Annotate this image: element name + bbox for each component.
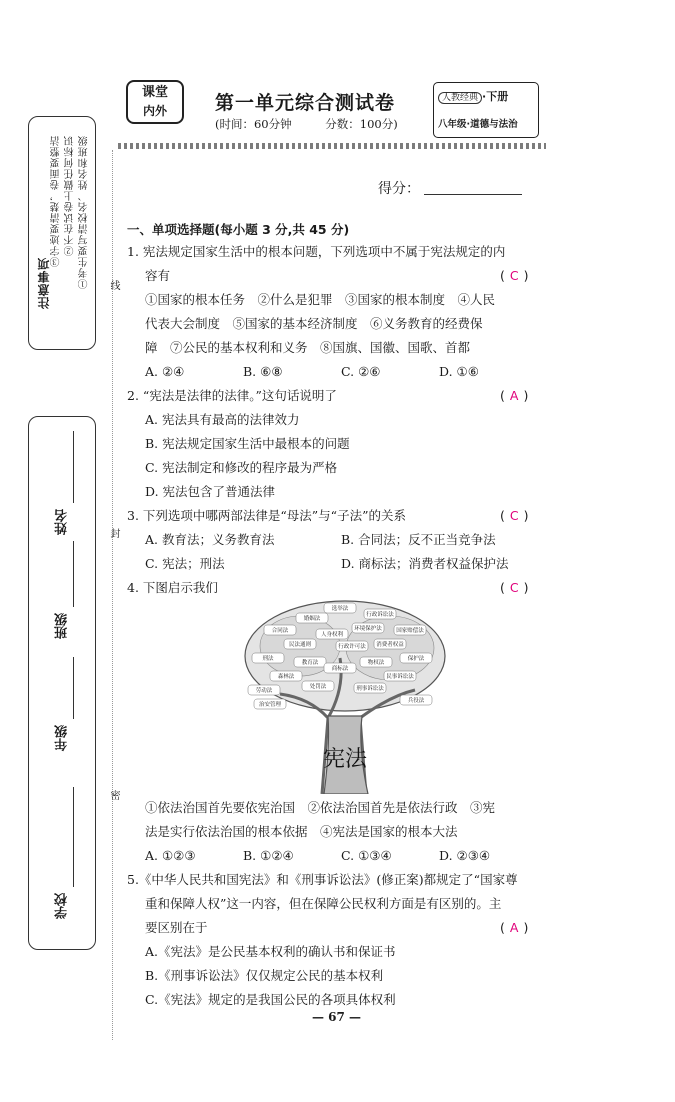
q4-stem: 4. 下图启示我们	[127, 580, 218, 595]
q5-stem-line2: 重和保障人权”这一内容，但在保障公民权利方面是有区别的。主	[145, 896, 502, 911]
score-blank[interactable]	[424, 194, 522, 195]
q5-answer: ( A )	[500, 920, 529, 935]
tree-leaf-label: 合同法	[271, 628, 289, 634]
constitution-tree-illustration	[240, 598, 450, 794]
q1-items-line3: 障 ⑦公民的基本权利和义务 ⑧国旗、国徽、国歌、首都	[145, 340, 471, 355]
tree-leaf-label: 消费者权益	[376, 642, 404, 648]
q4-option-a: A. ①②③	[145, 848, 196, 863]
student-info-panel	[28, 416, 96, 950]
q3-stem: 3. 下列选项中哪两部法律是“母法”与“子法”的关系	[127, 508, 406, 523]
q4-items-line2: 法是实行依法治国的根本依据 ④宪法是国家的根本大法	[145, 824, 458, 839]
name-label: 姓名	[55, 509, 70, 535]
tree-leaf-label: 刑事诉讼法	[356, 686, 384, 692]
q1-option-a: A. ②④	[145, 364, 185, 379]
tree-leaf-label: 物权法	[367, 660, 385, 666]
q1-option-c: C. ②⑥	[341, 364, 381, 379]
total-score: 分数：100分)	[325, 117, 398, 131]
q4-option-d: D. ②③④	[439, 848, 491, 863]
note-item-2: ②不在试卷上做任何标识	[65, 135, 76, 256]
q3-answer-value: C	[509, 508, 519, 523]
q1-items-line2: 代表大会制度 ⑤国家的基本经济制度 ⑥义务教育的经费保	[145, 316, 483, 331]
cut-mark-seal: 封	[108, 528, 119, 538]
q3-option-d: D. 商标法；消费者权益保护法	[341, 556, 509, 571]
q2-answer: ( A )	[500, 388, 529, 403]
q2-answer-value: A	[509, 388, 519, 403]
q1-option-d: D. ①⑥	[439, 364, 479, 379]
tree-leaf-label: 森林法	[277, 674, 295, 680]
name-blank[interactable]	[73, 431, 74, 503]
header-divider	[118, 143, 546, 149]
q3-option-a: A. 教育法；义务教育法	[145, 532, 275, 547]
tree-leaf-label: 兵役法	[407, 698, 425, 704]
q5-option-b: B.《刑事诉讼法》仅仅规定公民的基本权利	[145, 968, 384, 983]
q4-option-b: B. ①②④	[243, 848, 294, 863]
q5-stem-line1: 5.《中华人民共和国宪法》和《刑事诉讼法》(修正案)都规定了“国家尊	[127, 872, 518, 887]
score-field	[378, 178, 522, 198]
note-item-1: ①考生要写清校名、姓名和班级	[79, 135, 90, 289]
note-item-3: ③字迹要清楚，卷面要整洁	[51, 135, 62, 267]
q5-option-a: A.《宪法》是公民基本权利的确认书和保证书	[145, 944, 396, 959]
tree-leaf-label: 人身权利	[320, 632, 344, 638]
cut-mark-line: 线	[108, 280, 119, 290]
tree-leaf-label: 商标法	[331, 666, 349, 672]
q3-option-b: B. 合同法；反不正当竞争法	[341, 532, 496, 547]
tree-leaf-label: 保护法	[407, 656, 425, 662]
notes-label: 注意事项	[37, 257, 51, 309]
grade-label: 年级	[55, 725, 70, 751]
tree-leaf-label: 处罚法	[309, 684, 327, 690]
score-label: 得分：	[378, 181, 420, 197]
q2-option-c: C. 宪法制定和修改的程序最为严格	[145, 460, 338, 475]
tree-leaf-label: 民事诉讼法	[386, 674, 414, 680]
q3-option-c: C. 宪法；刑法	[145, 556, 225, 571]
q1-option-b: B. ⑥⑧	[243, 364, 283, 379]
page-title: 第一单元综合测试卷	[215, 92, 396, 114]
school-blank[interactable]	[73, 787, 74, 887]
tree-leaf-label: 民法通则	[288, 642, 312, 648]
tree-leaf-label: 环境保护法	[354, 626, 382, 632]
time-limit: (时间：60分钟	[215, 117, 292, 131]
cut-mark-secret: 密	[108, 790, 119, 800]
series-name: 人教经典	[438, 92, 482, 104]
section-title: 一、单项选择题(每小题 3 分,共 45 分)	[127, 222, 350, 237]
q1-answer-value: C	[509, 268, 519, 283]
tree-leaf-label: 行政许可法	[338, 644, 366, 650]
q3-answer: ( C )	[500, 508, 529, 523]
page-number: — 67 —	[312, 1010, 362, 1024]
grade-subject: 八年级·道德与法治	[438, 119, 518, 130]
book-logo	[126, 80, 184, 124]
class-label: 班级	[55, 613, 70, 639]
class-blank[interactable]	[73, 541, 74, 607]
q2-stem: 2. “宪法是法律的法律。”这句话说明了	[127, 388, 337, 403]
tree-leaf-label: 国家赔偿法	[396, 628, 424, 634]
q1-stem-line1: 1. 宪法规定国家生活中的根本问题，下列选项中不属于宪法规定的内	[127, 244, 506, 259]
notes-panel	[28, 116, 96, 350]
q5-stem-line3: 要区别在于	[145, 920, 208, 935]
grade-blank[interactable]	[73, 657, 74, 719]
tree-leaf-label: 刑法	[262, 656, 274, 662]
tree-leaf-label: 选举法	[331, 606, 349, 612]
q4-option-c: C. ①③④	[341, 848, 392, 863]
q1-items-line1: ①国家的根本任务 ②什么是犯罪 ③国家的根本制度 ④人民	[145, 292, 496, 307]
school-label: 学校	[55, 893, 70, 919]
q1-answer: ( C )	[500, 268, 529, 283]
logo-line1: 课堂	[141, 85, 168, 100]
tree-leaf-label: 教育法	[301, 660, 319, 666]
q2-option-b: B. 宪法规定国家生活中最根本的问题	[145, 436, 350, 451]
tree-leaf-label: 婚姻法	[303, 616, 321, 622]
tree-leaf-label: 治安管理	[258, 702, 282, 708]
q4-items-line1: ①依法治国首先要依宪治国 ②依法治国首先是依法行政 ③宪	[145, 800, 496, 815]
q2-option-d: D. 宪法包含了普通法律	[145, 484, 276, 499]
q5-answer-value: A	[509, 920, 519, 935]
q2-option-a: A. 宪法具有最高的法律效力	[145, 412, 300, 427]
logo-line2: 内外	[142, 104, 167, 118]
exam-subtitle	[215, 116, 428, 132]
trunk-label: 宪法	[322, 747, 368, 772]
tree-leaf-label: 劳动法	[255, 688, 273, 694]
q4-answer: ( C )	[500, 580, 529, 595]
tree-leaf-label: 行政诉讼法	[366, 612, 394, 618]
q1-stem-line2: 容有	[145, 268, 171, 283]
volume-label: ·下册	[482, 90, 509, 103]
q4-answer-value: C	[509, 580, 519, 595]
q5-option-c: C.《宪法》规定的是我国公民的各项具体权利	[145, 992, 396, 1007]
series-badge	[433, 82, 539, 138]
